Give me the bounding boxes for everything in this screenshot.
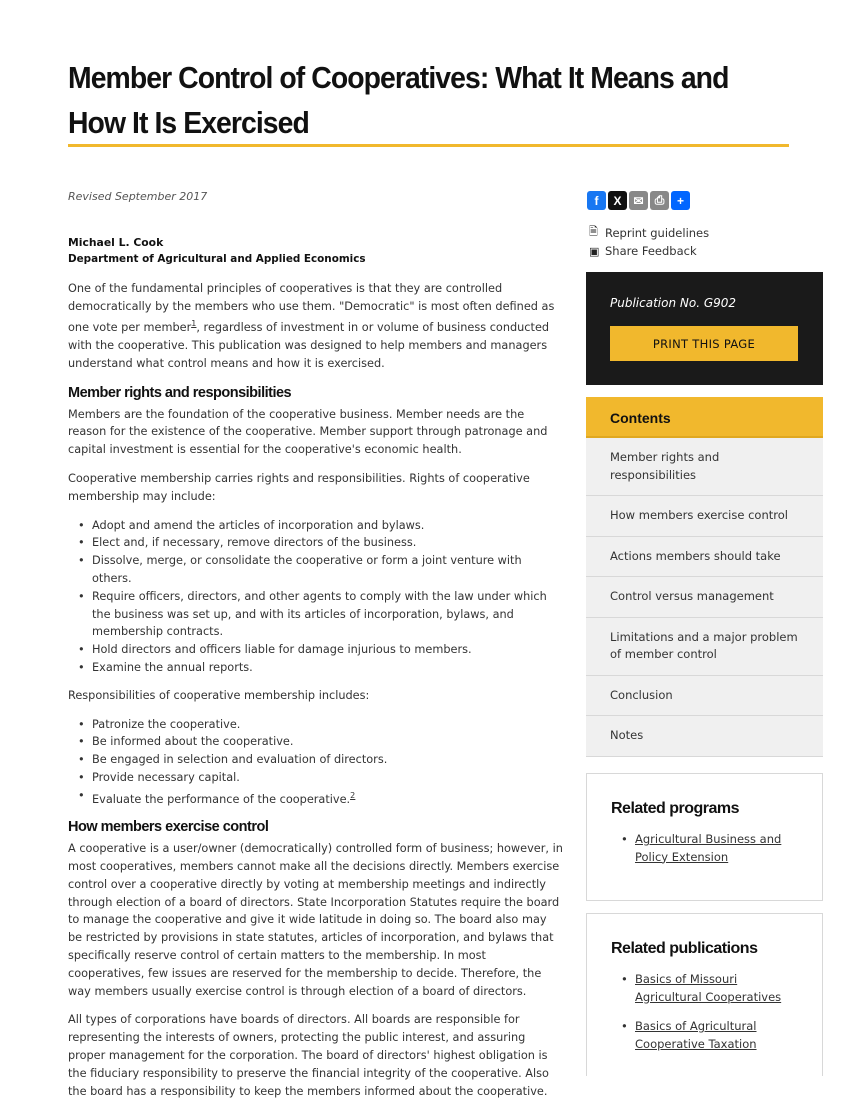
email-icon[interactable]: ✉	[629, 191, 648, 210]
toc-item-actions[interactable]: Actions members should take	[586, 537, 823, 578]
toc-item-rights[interactable]: Member rights and responsibilities	[586, 438, 823, 496]
facebook-icon[interactable]: f	[587, 191, 606, 210]
toc-item-control-vs-management[interactable]: Control versus management	[586, 577, 823, 618]
list-item: • Dissolve, merge, or consolidate the cooperative or form a joint venture with others.	[68, 552, 564, 588]
list-item: • Patronize the cooperative.	[68, 716, 564, 734]
title-underline	[68, 144, 789, 147]
related-publications-heading: Related publications	[611, 940, 758, 957]
author-name: Michael L. Cook	[68, 235, 164, 249]
list-item	[611, 831, 798, 866]
page-title: Member Control of Cooperatives: What It Means and How It Is Exercised	[68, 61, 729, 140]
section-heading-control: How members exercise control	[68, 819, 269, 836]
toc-item-exercise-control[interactable]: How members exercise control	[586, 496, 823, 537]
list-item	[611, 971, 798, 1006]
footnote-link-1[interactable]: 1	[191, 319, 197, 329]
intro-paragraph: One of the fundamental principles of cooperatives is that they are controlled democratically by the members who use them. "Democratic" is most often defined as one vote per member$^1$, regardless of investment in or volume of business conducted with the cooperative. This publication was designed to help members and managers understand what control means and how it is exercised.	[68, 281, 555, 370]
comment-icon: ▣	[589, 244, 600, 258]
list-item: • Provide necessary capital.	[68, 769, 564, 787]
paragraph: Cooperative membership carries rights and responsibilities. Rights of cooperative membership may include:	[68, 471, 530, 503]
list-item: • Require officers, directors, and other agents to comply with the law under which the business was set up, and with its articles of incorporation, bylaws, and membership contracts.	[68, 588, 564, 641]
share-feedback-link[interactable]: ▣ Share Feedback	[589, 244, 697, 258]
rights-list	[68, 517, 564, 677]
related-program-link[interactable]: Agricultural Business and Policy Extension	[635, 832, 782, 864]
section-heading-rights: Member rights and responsibilities	[68, 384, 292, 401]
list-item: • Examine the annual reports.	[68, 659, 564, 677]
share-toolbar	[587, 191, 690, 210]
related-programs-heading: Related programs	[611, 800, 740, 817]
list-item: • Evaluate the performance of the cooperative.$^2$	[68, 787, 564, 809]
paragraph: All types of corporations have boards of directors. All boards are responsible for representing the interests of owners, protecting the public interest, and assuring proper management for the corporation. The board of directors' highest obligation is the fiduciary responsibility to preserve the financial integrity of the cooperative. Also the board has a responsibility to keep the members informed about the cooperative.	[68, 1013, 549, 1098]
table-of-contents	[586, 397, 823, 757]
list-item: • Hold directors and officers liable for damage injurious to members.	[68, 641, 564, 659]
share-icon[interactable]: +	[671, 191, 690, 210]
related-publication-link[interactable]: Basics of Missouri Agricultural Cooperatives	[635, 972, 782, 1004]
list-item: • Elect and, if necessary, remove directors of the business.	[68, 534, 564, 552]
x-icon[interactable]: X	[608, 191, 627, 210]
footnote-link-2[interactable]: 2	[350, 790, 356, 800]
list-item: • Be engaged in selection and evaluation of directors.	[68, 751, 564, 769]
toc-item-conclusion[interactable]: Conclusion	[586, 676, 823, 717]
print-icon[interactable]: ⎙	[650, 191, 669, 210]
document-icon: 🗎	[589, 225, 598, 238]
toc-item-notes[interactable]: Notes	[586, 716, 823, 757]
author-department: Department of Agricultural and Applied Economics	[68, 253, 366, 266]
revised-date: Revised September 2017	[68, 190, 208, 203]
toc-item-limitations[interactable]: Limitations and a major problem of member control	[586, 618, 823, 676]
contents-heading: Contents	[586, 397, 823, 438]
publication-box	[586, 272, 823, 385]
related-publications-box	[586, 913, 823, 1076]
list-item	[611, 1018, 798, 1053]
related-publication-link[interactable]: Basics of Agricultural Cooperative Taxation	[635, 1019, 757, 1051]
list-item: • Be informed about the cooperative.	[68, 733, 564, 751]
publication-number: Publication No. G902	[610, 296, 737, 310]
paragraph: Responsibilities of cooperative membership includes:	[68, 688, 370, 702]
print-page-button[interactable]: PRINT THIS PAGE	[610, 326, 798, 361]
reprint-guidelines-link[interactable]: 🗎 Reprint guidelines	[589, 223, 709, 242]
paragraph: Members are the foundation of the cooperative business. Member needs are the reason for the existence of the cooperative. Member support through patronage and capital investment is essential for the cooperative's economic health.	[68, 407, 548, 457]
related-programs-box	[586, 773, 823, 901]
paragraph: A cooperative is a user/owner (democratically) controlled form of business; however, in most cooperatives, members cannot make all the decisions directly. Members exercise control over a cooperative directly by voting at membership meetings and indirectly through election of a board of directors. State Incorporation Statutes require the board to manage the cooperative and give it wide latitude in doing so. The board also may be restricted by provisions in state statutes, articles of incorporation, and bylaws that specifically reserve control of certain matters to the membership. In most cooperatives, few issues are reserved for the membership to decide. Therefore, the way members usually exercise control is through election of a board of directors.	[68, 842, 563, 998]
responsibilities-list	[68, 716, 564, 809]
list-item: • Adopt and amend the articles of incorporation and bylaws.	[68, 517, 564, 535]
main-content	[68, 188, 564, 1111]
